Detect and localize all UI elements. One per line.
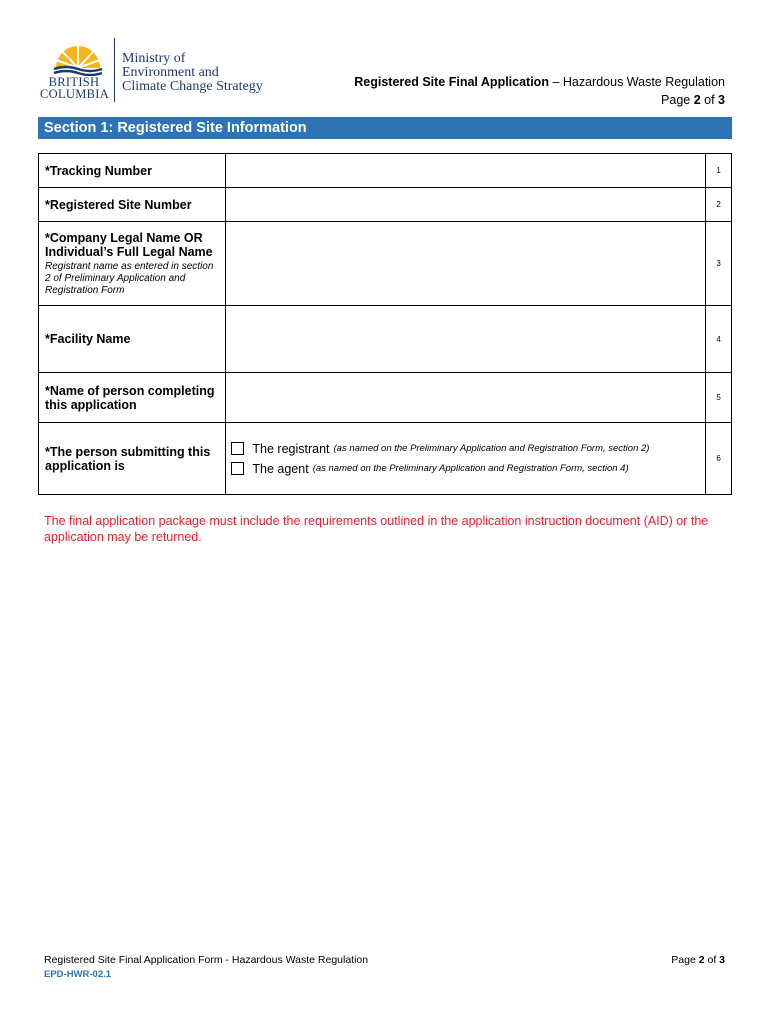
form-row-facility-name bbox=[39, 306, 732, 373]
document-title-rest: – Hazardous Waste Regulation bbox=[548, 75, 725, 89]
person-completing-field[interactable] bbox=[226, 373, 706, 423]
footer-form-name: Registered Site Final Application Form - Hazardous Waste Regulation bbox=[44, 954, 369, 966]
legal-name-field[interactable] bbox=[226, 222, 706, 306]
header-page-of: of bbox=[700, 93, 719, 107]
row-number: 2 bbox=[706, 188, 732, 222]
facility-name-label: *Facility Name bbox=[39, 306, 226, 373]
document-title-bold: Registered Site Final Application bbox=[354, 75, 549, 89]
row-number: 4 bbox=[706, 306, 732, 373]
legal-name-label: *Company Legal Name OR Individual’s Full Legal Name bbox=[45, 230, 213, 259]
logo-line-british: BRITISH bbox=[48, 75, 100, 89]
registrant-option[interactable] bbox=[231, 442, 700, 456]
person-submitting-label: *The person submitting this application is bbox=[39, 423, 226, 495]
document-title bbox=[354, 75, 725, 89]
footer-page-total: 3 bbox=[719, 954, 725, 966]
section-title: Section 1: Registered Site Information bbox=[38, 117, 732, 139]
tracking-number-field[interactable] bbox=[226, 154, 706, 188]
submitter-options bbox=[226, 423, 706, 495]
footer-form-code: EPD-HWR-02.1 bbox=[44, 969, 112, 980]
header-page-prefix: Page bbox=[661, 93, 694, 107]
logo-line-columbia: COLUMBIA bbox=[40, 87, 110, 101]
form-row-tracking-number bbox=[39, 154, 732, 188]
agent-checkbox[interactable] bbox=[231, 462, 244, 475]
site-information-form bbox=[38, 153, 732, 495]
registrant-option-label: The registrant bbox=[252, 441, 330, 456]
requirements-warning: The final application package must include the requirements outlined in the application instruction document (AID) or the application may be returned. bbox=[44, 514, 709, 544]
header-page-total: 3 bbox=[718, 93, 725, 107]
row-number: 5 bbox=[706, 373, 732, 423]
registered-site-number-field[interactable] bbox=[226, 188, 706, 222]
form-row-person-completing bbox=[39, 373, 732, 423]
registrant-option-note: (as named on the Preliminary Application and Registration Form, section 2) bbox=[333, 443, 650, 454]
ministry-line-3: Climate Change Strategy bbox=[122, 79, 263, 94]
logo-divider bbox=[114, 38, 115, 102]
facility-name-field[interactable] bbox=[226, 306, 706, 373]
ministry-name bbox=[122, 52, 263, 94]
footer-page-num: 2 bbox=[698, 954, 705, 966]
row-number: 3 bbox=[706, 222, 732, 306]
ministry-line-1: Ministry of bbox=[122, 51, 186, 66]
form-row-legal-name bbox=[39, 222, 732, 306]
legal-name-hint: Registrant name as entered in section 2 of Preliminary Application and Registration Form bbox=[45, 260, 214, 296]
tracking-number-label: *Tracking Number bbox=[39, 154, 226, 188]
legal-name-label-cell bbox=[39, 222, 226, 306]
bc-government-logo bbox=[38, 36, 270, 106]
registered-site-number-label: *Registered Site Number bbox=[39, 188, 226, 222]
row-number: 6 bbox=[706, 423, 732, 495]
person-completing-label: *Name of person completing this application bbox=[39, 373, 226, 423]
footer-page-indicator bbox=[671, 954, 725, 966]
footer-page-prefix: Page bbox=[671, 954, 699, 966]
logo-wordmark bbox=[40, 76, 108, 100]
agent-option-label: The agent bbox=[252, 461, 309, 476]
header-page-num: 2 bbox=[693, 93, 701, 107]
form-row-person-submitting bbox=[39, 423, 732, 495]
form-row-registered-site-number bbox=[39, 188, 732, 222]
agent-option-note: (as named on the Preliminary Application and Registration Form, section 4) bbox=[312, 463, 629, 474]
footer-page-of: of bbox=[704, 954, 720, 966]
registrant-checkbox[interactable] bbox=[231, 442, 244, 455]
header-page-indicator bbox=[661, 93, 725, 107]
bc-sun-icon bbox=[50, 38, 106, 76]
row-number: 1 bbox=[706, 154, 732, 188]
ministry-line-2: Environment and bbox=[122, 65, 219, 80]
agent-option[interactable] bbox=[231, 462, 700, 476]
